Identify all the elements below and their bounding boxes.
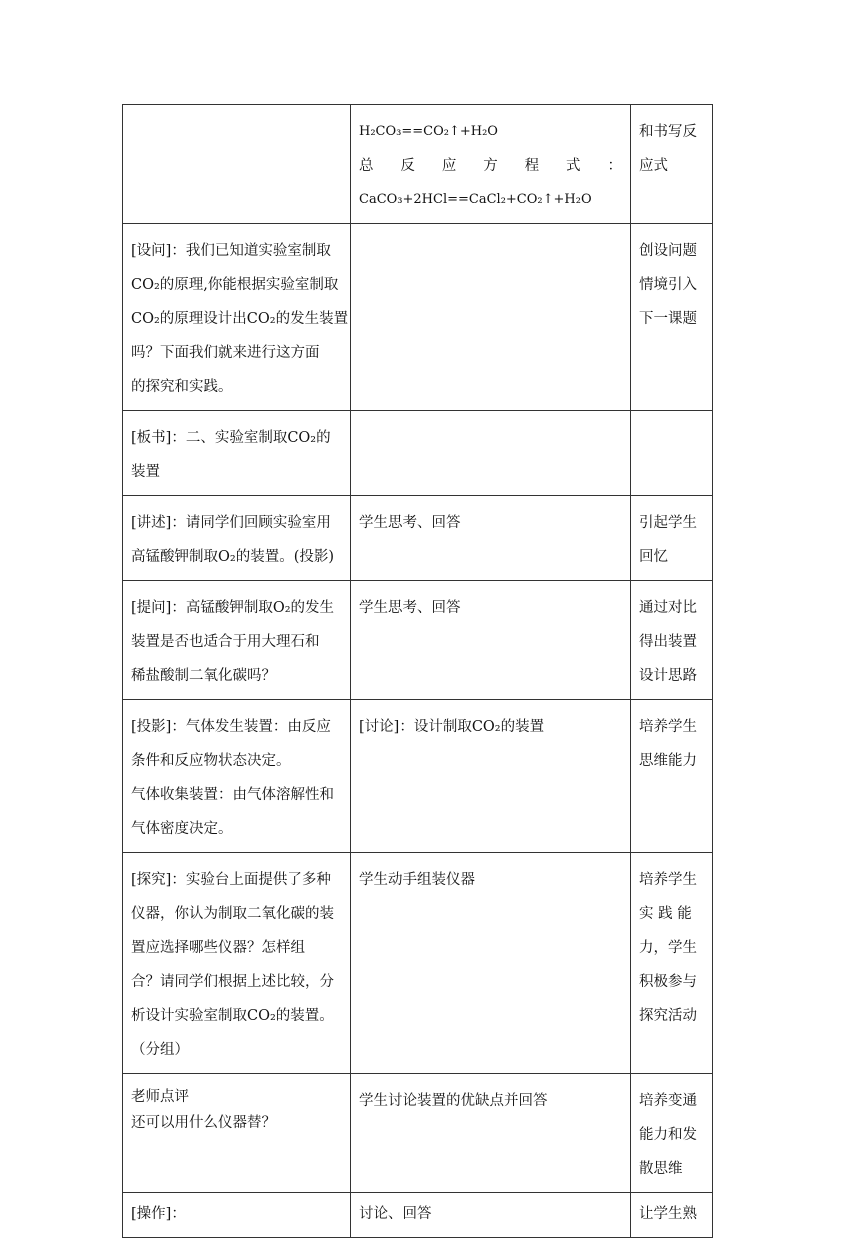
teacher-activity-cell xyxy=(123,853,351,1074)
student-line: 学生动手组装仪器 xyxy=(359,872,475,888)
lesson-plan-body xyxy=(123,105,713,1238)
intent-line: 和书写反 xyxy=(639,124,697,140)
design-intent-cell xyxy=(631,224,713,411)
teacher-line: 装置 xyxy=(131,464,160,480)
table-row xyxy=(123,1074,713,1193)
equation-label-char: 方 xyxy=(483,158,498,174)
intent-line: 力，学生 xyxy=(639,940,697,956)
student-activity-cell xyxy=(351,224,631,411)
design-intent-cell xyxy=(631,496,713,581)
intent-line: 设计思路 xyxy=(639,668,697,684)
teacher-line: 的探究和实践。 xyxy=(131,379,233,395)
teacher-line: [设问]：我们已知道实验室制取 xyxy=(131,243,331,259)
teacher-line: 合？请同学们根据上述比较，分 xyxy=(131,974,334,990)
total-equation-label xyxy=(359,149,622,183)
teacher-line: 高锰酸钾制取O₂的装置。(投影) xyxy=(131,549,335,565)
teacher-activity-cell xyxy=(123,105,351,224)
intent-line: 让学生熟 xyxy=(639,1206,697,1222)
student-activity-cell xyxy=(351,411,631,496)
student-line: [讨论]：设计制取CO₂的装置 xyxy=(359,719,545,735)
table-row xyxy=(123,105,713,224)
teacher-activity-cell xyxy=(123,496,351,581)
intent-line: 积极参与 xyxy=(639,974,697,990)
table-row xyxy=(123,411,713,496)
table-row xyxy=(123,700,713,853)
teacher-line: [提问]：高锰酸钾制取O₂的发生 xyxy=(131,600,335,616)
equation-label-char: 应 xyxy=(441,158,457,174)
intent-line: 培养学生 xyxy=(639,719,697,735)
intent-line: 下一课题 xyxy=(639,311,697,327)
teacher-line: 气体收集装置：由气体溶解性和 xyxy=(131,787,334,803)
student-line: 学生思考、回答 xyxy=(359,515,461,531)
teacher-line: [探究]：实验台上面提供了多种 xyxy=(131,872,331,888)
intent-line: 散思维 xyxy=(639,1161,683,1177)
student-activity-cell xyxy=(351,581,631,700)
intent-line: 创设问题 xyxy=(639,243,697,259)
student-activity-cell xyxy=(351,1193,631,1238)
teacher-activity-cell xyxy=(123,411,351,496)
table-row xyxy=(123,224,713,411)
intent-line: 通过对比 xyxy=(639,600,697,616)
intent-line: 培养学生 xyxy=(639,872,697,888)
student-line: 讨论、回答 xyxy=(359,1206,432,1222)
teacher-line: （分组） xyxy=(131,1042,189,1058)
equation-label-char: 程 xyxy=(524,158,540,174)
teacher-activity-cell xyxy=(123,1193,351,1238)
student-line: 学生思考、回答 xyxy=(359,600,461,616)
student-activity-cell xyxy=(351,105,631,224)
teacher-line: [操作]： xyxy=(131,1206,186,1222)
teacher-line: CO₂的原理,你能根据实验室制取 xyxy=(131,277,339,293)
student-activity-cell xyxy=(351,700,631,853)
intent-line: 能力和发 xyxy=(639,1127,697,1143)
teacher-line: 稀盐酸制二氧化碳吗？ xyxy=(131,668,276,684)
teacher-line: 仪器，你认为制取二氧化碳的装 xyxy=(131,906,334,922)
intent-line: 情境引入 xyxy=(639,277,697,293)
design-intent-cell xyxy=(631,105,713,224)
intent-line: 引起学生 xyxy=(639,515,697,531)
equation-label-char: ： xyxy=(607,158,622,174)
teacher-activity-cell xyxy=(123,224,351,411)
intent-line: 回忆 xyxy=(639,549,668,565)
design-intent-cell xyxy=(631,411,713,496)
table-row xyxy=(123,496,713,581)
intent-line: 实 践 能 xyxy=(639,906,692,922)
intent-line: 培养变通 xyxy=(639,1093,697,1109)
teacher-line: [板书]：二、实验室制取CO₂的 xyxy=(131,430,331,446)
student-activity-cell xyxy=(351,1074,631,1193)
student-activity-cell xyxy=(351,853,631,1074)
teacher-activity-cell xyxy=(123,700,351,853)
lesson-plan-table xyxy=(122,104,713,1238)
intent-line: 应式 xyxy=(639,158,668,174)
design-intent-cell xyxy=(631,1193,713,1238)
design-intent-cell xyxy=(631,581,713,700)
equation-label-char: 总 xyxy=(359,158,374,174)
design-intent-cell xyxy=(631,700,713,853)
teacher-line: 装置是否也适合于用大理石和 xyxy=(131,634,320,650)
design-intent-cell xyxy=(631,853,713,1074)
teacher-activity-cell xyxy=(123,581,351,700)
teacher-line: 条件和反应物状态决定。 xyxy=(131,753,291,769)
intent-line: 探究活动 xyxy=(639,1008,697,1024)
equation-label-char: 式 xyxy=(566,158,581,174)
equation-label-char: 反 xyxy=(400,158,415,174)
table-row xyxy=(123,853,713,1074)
design-intent-cell xyxy=(631,1074,713,1193)
table-row xyxy=(123,581,713,700)
teacher-line: 置应选择哪些仪器？怎样组 xyxy=(131,940,305,956)
teacher-line: 气体密度决定。 xyxy=(131,821,233,837)
teacher-line: [讲述]：请同学们回顾实验室用 xyxy=(131,515,331,531)
teacher-activity-cell xyxy=(123,1074,351,1193)
student-line: 学生讨论装置的优缺点并回答 xyxy=(359,1093,548,1109)
teacher-line: [投影]：气体发生装置：由反应 xyxy=(131,719,331,735)
teacher-line: CO₂的原理设计出CO₂的发生装置 xyxy=(131,311,349,327)
student-activity-cell xyxy=(351,496,631,581)
equation-carbonic-acid: H₂CO₃==CO₂↑+H₂O xyxy=(359,124,498,139)
teacher-line: 老师点评 xyxy=(131,1089,189,1105)
intent-line: 思维能力 xyxy=(639,753,697,769)
intent-line: 得出装置 xyxy=(639,634,697,650)
teacher-line: 还可以用什么仪器替？ xyxy=(131,1115,276,1131)
table-row xyxy=(123,1193,713,1238)
teacher-line: 吗？下面我们就来进行这方面 xyxy=(131,345,320,361)
equation-total: CaCO₃+2HCl==CaCl₂+CO₂↑+H₂O xyxy=(359,192,592,207)
teacher-line: 析设计实验室制取CO₂的装置。 xyxy=(131,1008,334,1024)
